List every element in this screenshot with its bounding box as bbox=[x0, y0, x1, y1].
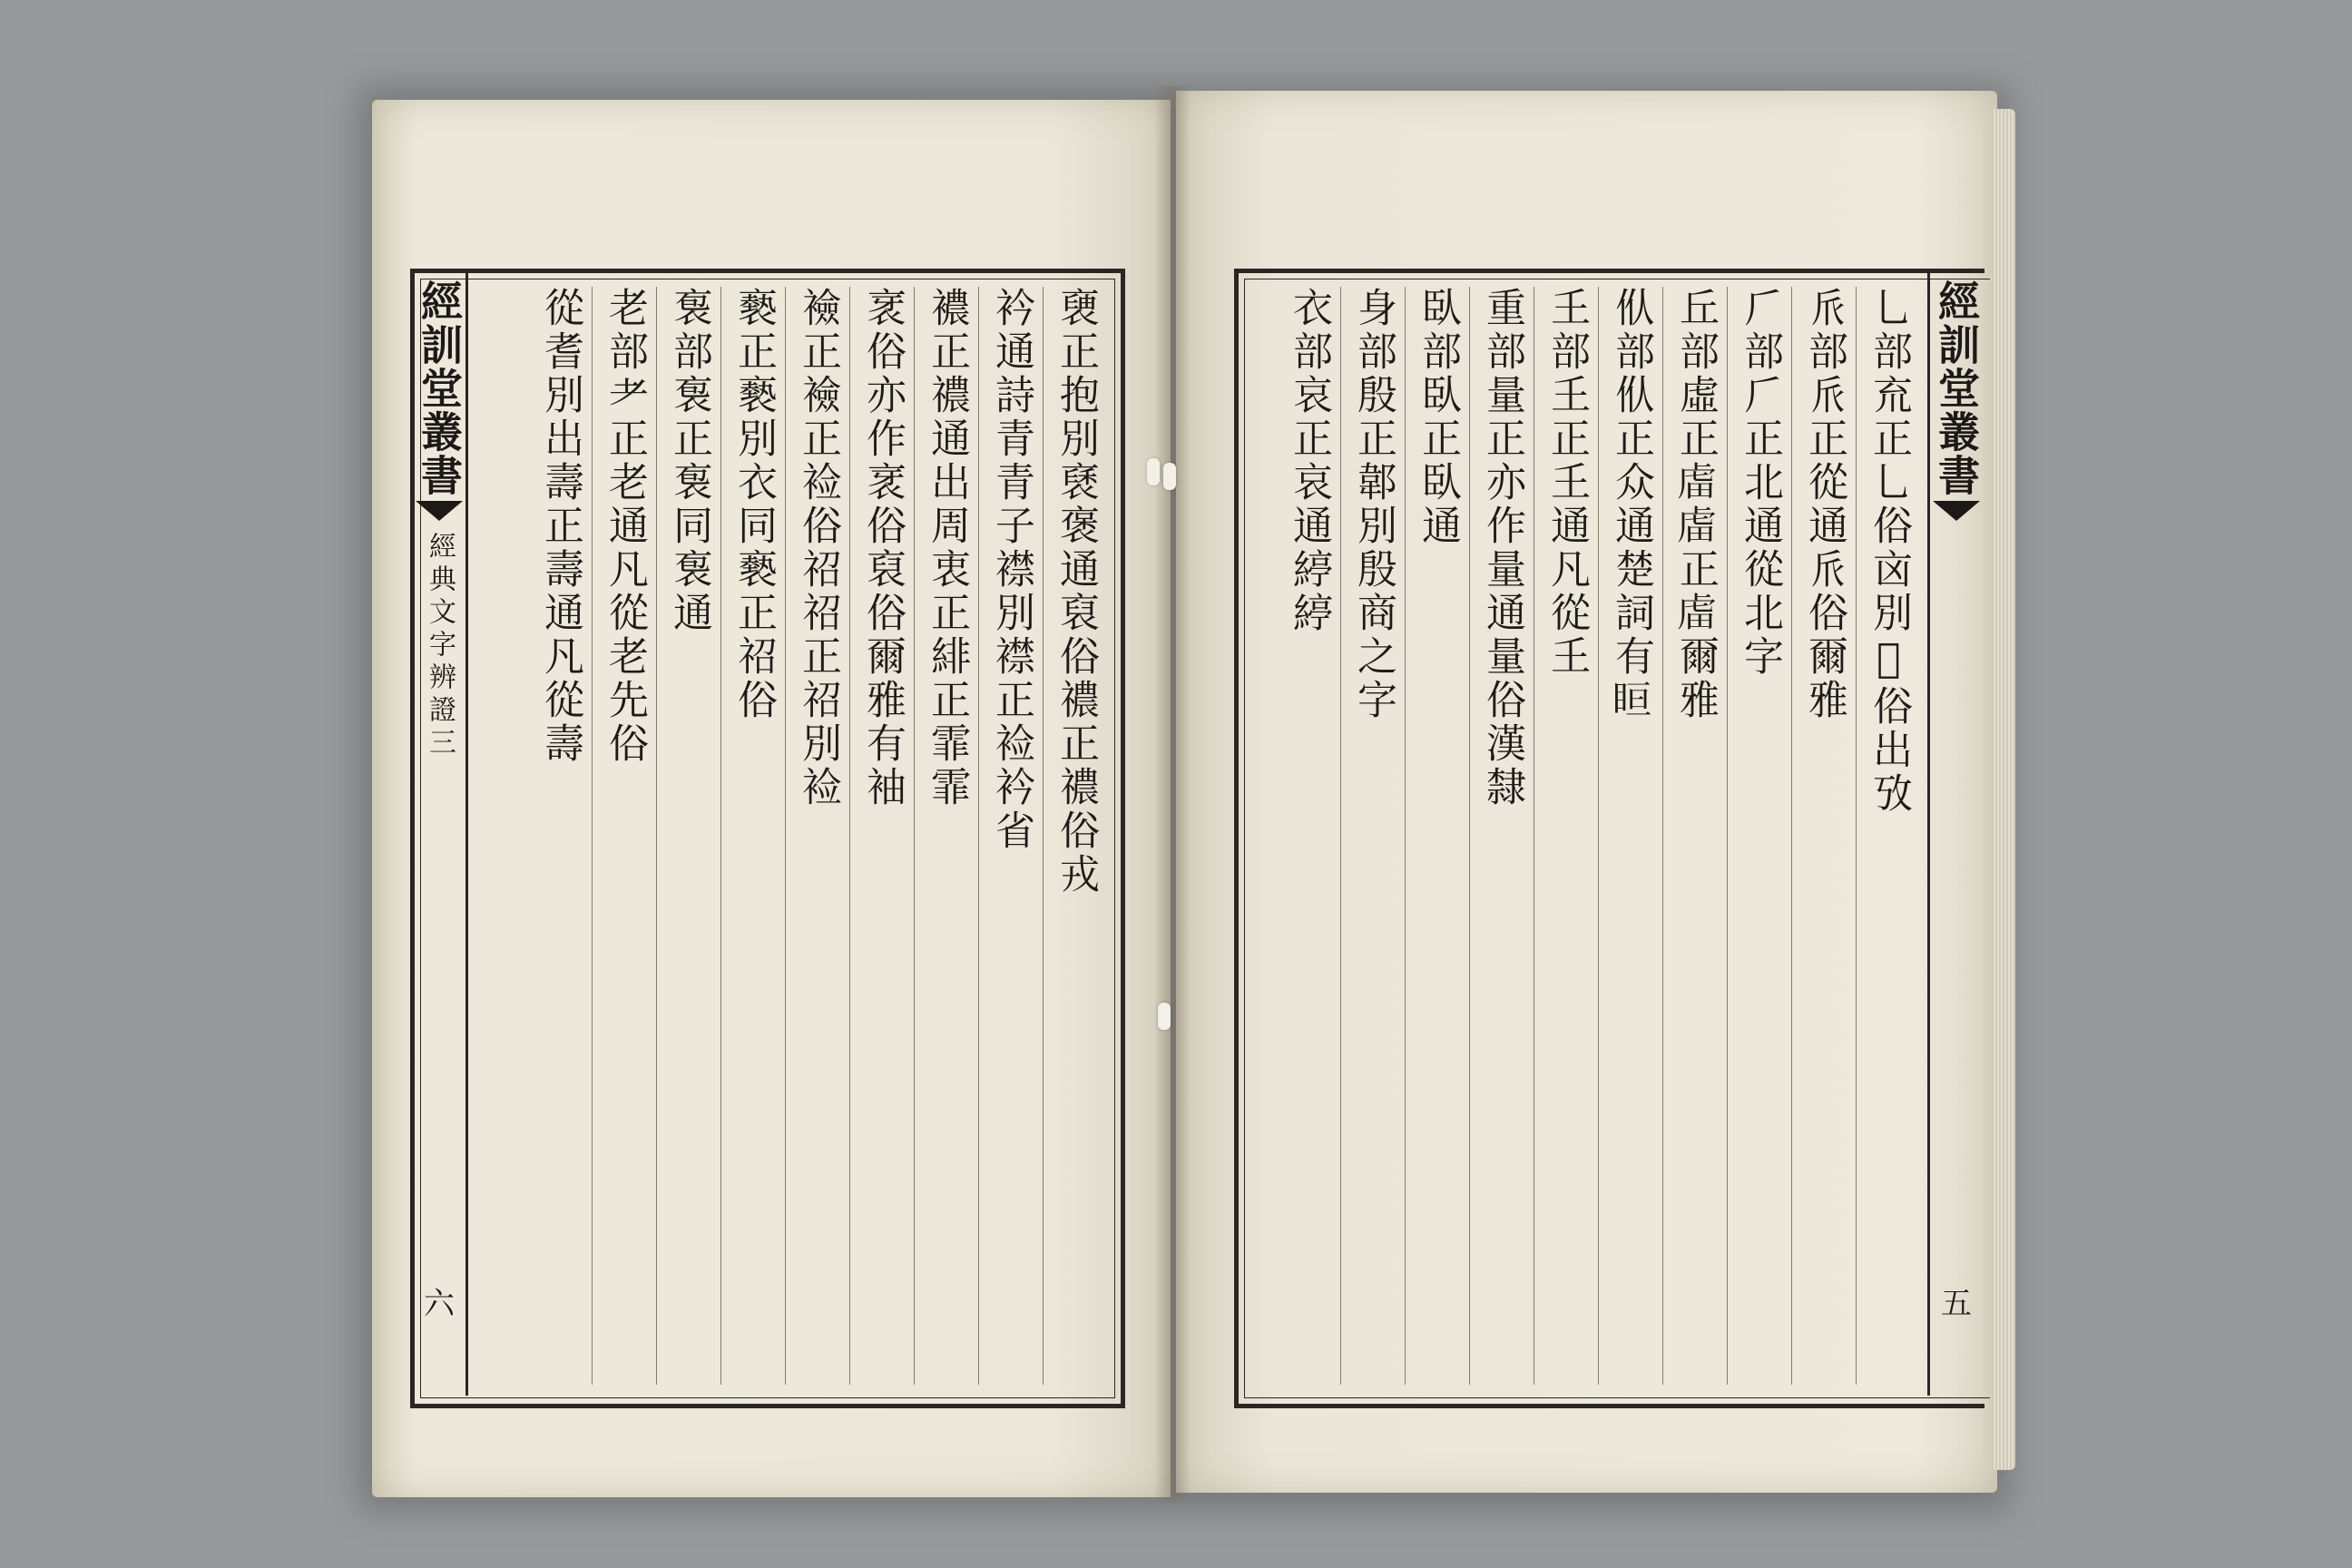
binding-thread bbox=[1147, 458, 1160, 485]
page-edge-stack bbox=[1992, 109, 2015, 1470]
text-column: 衺俗亦作衺俗裒俗爾雅有袖 bbox=[849, 287, 914, 1385]
text-column: 襛正禯通出周衷正緋正霏霏 bbox=[914, 287, 978, 1385]
text-column: 衣部哀正哀通𦂃𦂃 bbox=[1286, 287, 1332, 635]
text-column: 㐺部㐺正众通楚詞有𥅨 bbox=[1598, 287, 1662, 1385]
left-section-title: 經典文字辨證三 bbox=[424, 532, 456, 760]
text-column: 老部耂正老通凡從老先俗 bbox=[592, 287, 656, 1385]
left-center-column bbox=[410, 272, 468, 1396]
text-column: 𠂢部𠂢正從通𠂢俗爾雅 bbox=[1791, 287, 1856, 1385]
text-column: 乚部㐬正乚俗㐫別𠚕俗出攷 bbox=[1856, 287, 1920, 1385]
fish-tail-mark bbox=[1933, 501, 1980, 521]
text-column: 衿通詩青青子襟別襟正裣衿省 bbox=[978, 287, 1043, 1385]
text-column: 𠂆部𠂆正北通從北字 bbox=[1727, 287, 1791, 1385]
text-column: 袌部袌正袌同袌通 bbox=[656, 287, 720, 1385]
text-column: 𡈼部𡈼正𡈼通凡從𡈼 bbox=[1534, 287, 1598, 1385]
right-text-columns bbox=[1245, 287, 1920, 1385]
text-column: 襝正襝正裣俗祒祒正祒別裣 bbox=[785, 287, 849, 1385]
right-folio: 五 bbox=[1941, 1286, 1972, 1322]
text-column: 褻正褻別衣同褻正祒俗 bbox=[720, 287, 785, 1385]
right-running-title: 經訓堂叢書 bbox=[1932, 279, 1981, 497]
text-column: 身部殷正郼別殷商之字 bbox=[1340, 287, 1405, 1385]
left-running-title: 經訓堂叢書 bbox=[415, 279, 464, 497]
left-folio: 六 bbox=[424, 1286, 455, 1322]
left-text-columns bbox=[472, 287, 1107, 1385]
text-column: 臥部臥正臥通 bbox=[1405, 287, 1469, 1385]
text-column: 重部量正亦作量通量俗漢隸 bbox=[1469, 287, 1534, 1385]
binding-thread bbox=[1158, 1003, 1171, 1030]
binding-thread bbox=[1163, 463, 1176, 490]
text-column: 褏正抱別褎褒通裒俗禯正禯俗戎 bbox=[1043, 287, 1107, 1385]
text-column: 丘部虛正𧆨𧆨正𧆨爾雅 bbox=[1662, 287, 1727, 1385]
fish-tail-mark bbox=[416, 501, 463, 521]
book-gutter bbox=[1154, 86, 1191, 1502]
right-center-column bbox=[1927, 272, 1983, 1396]
text-column: 從耆別出壽正壽通凡從壽 bbox=[537, 287, 583, 766]
